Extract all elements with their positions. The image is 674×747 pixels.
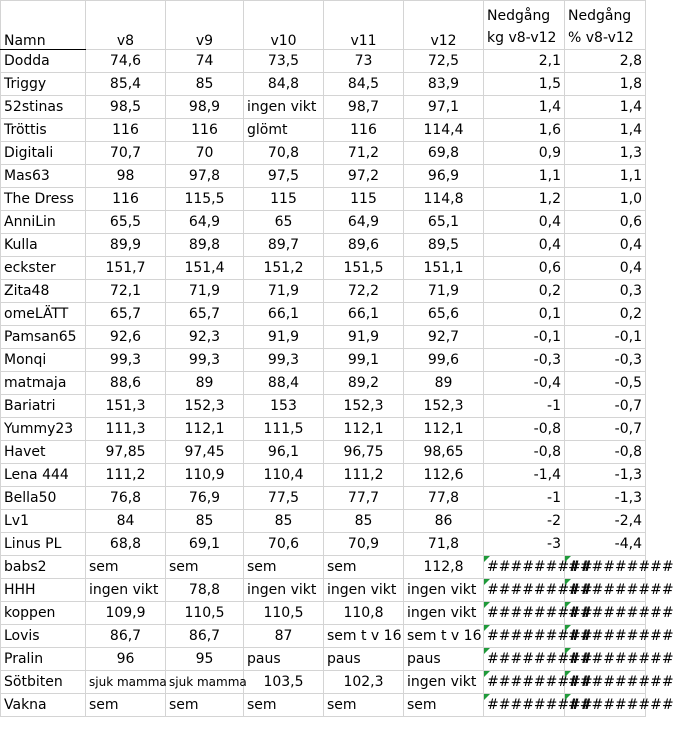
loss-cell[interactable]: ######### bbox=[565, 694, 646, 717]
weight-cell[interactable]: 111,3 bbox=[86, 418, 166, 441]
member-name-cell[interactable]: Triggy bbox=[1, 73, 86, 96]
member-name-cell[interactable]: omeLÄTT bbox=[1, 303, 86, 326]
loss-cell[interactable]: 1,4 bbox=[565, 119, 646, 142]
weight-cell[interactable]: 151,5 bbox=[324, 257, 404, 280]
weight-cell[interactable]: 71,8 bbox=[404, 533, 484, 556]
loss-cell[interactable]: -1,4 bbox=[484, 464, 565, 487]
weight-cell[interactable]: 112,6 bbox=[404, 464, 484, 487]
loss-cell[interactable]: ######### bbox=[484, 579, 565, 602]
member-name-cell[interactable]: matmaja bbox=[1, 372, 86, 395]
loss-cell[interactable]: -2 bbox=[484, 510, 565, 533]
weight-cell[interactable]: 74,6 bbox=[86, 50, 166, 73]
member-name-cell[interactable]: Pralin bbox=[1, 648, 86, 671]
member-name-cell[interactable]: HHH bbox=[1, 579, 86, 602]
weight-cell[interactable]: 69,1 bbox=[166, 533, 244, 556]
weight-cell[interactable]: 96,75 bbox=[324, 441, 404, 464]
weight-cell[interactable]: 102,3 bbox=[324, 671, 404, 694]
loss-cell[interactable]: 1,3 bbox=[565, 142, 646, 165]
member-name-cell[interactable]: 52stinas bbox=[1, 96, 86, 119]
weight-cell[interactable]: 77,7 bbox=[324, 487, 404, 510]
header-kg-line1: Nedgång bbox=[487, 8, 551, 24]
loss-cell[interactable]: ######### bbox=[484, 625, 565, 648]
weight-cell[interactable]: 89,8 bbox=[166, 234, 244, 257]
weight-cell[interactable]: 97,5 bbox=[244, 165, 324, 188]
weight-cell[interactable]: 116 bbox=[166, 119, 244, 142]
weight-cell[interactable]: 65 bbox=[244, 211, 324, 234]
weight-cell[interactable]: 97,45 bbox=[166, 441, 244, 464]
member-name-cell[interactable]: Digitali bbox=[1, 142, 86, 165]
loss-cell[interactable]: ######### bbox=[484, 602, 565, 625]
weight-cell[interactable]: 76,9 bbox=[166, 487, 244, 510]
loss-cell[interactable]: -1 bbox=[484, 487, 565, 510]
weight-cell[interactable]: 110,5 bbox=[166, 602, 244, 625]
table-row bbox=[1, 510, 646, 533]
weight-cell[interactable]: sem bbox=[324, 556, 404, 579]
loss-cell[interactable]: ######### bbox=[565, 602, 646, 625]
loss-cell[interactable]: ######### bbox=[565, 671, 646, 694]
table-row bbox=[1, 257, 646, 280]
weight-cell[interactable]: 73,5 bbox=[244, 50, 324, 73]
table-row bbox=[1, 464, 646, 487]
weight-cell[interactable]: 111,2 bbox=[324, 464, 404, 487]
weight-cell[interactable]: 99,1 bbox=[324, 349, 404, 372]
weight-cell[interactable]: 84,8 bbox=[244, 73, 324, 96]
weight-cell[interactable]: 65,6 bbox=[404, 303, 484, 326]
member-name-cell[interactable]: AnniLin bbox=[1, 211, 86, 234]
weight-cell[interactable]: 98,65 bbox=[404, 441, 484, 464]
weight-cell[interactable]: 97,1 bbox=[404, 96, 484, 119]
weight-cell[interactable]: glömt bbox=[244, 119, 324, 142]
weight-cell[interactable]: 97,85 bbox=[86, 441, 166, 464]
weight-cell[interactable]: 115 bbox=[244, 188, 324, 211]
member-name-cell[interactable]: Lovis bbox=[1, 625, 86, 648]
loss-cell[interactable]: 1,6 bbox=[484, 119, 565, 142]
weight-cell[interactable]: sem t v 16 bbox=[404, 625, 484, 648]
weight-cell[interactable]: 70,8 bbox=[244, 142, 324, 165]
table-row bbox=[1, 395, 646, 418]
weight-cell[interactable]: 65,7 bbox=[86, 303, 166, 326]
weight-cell[interactable]: sem bbox=[166, 556, 244, 579]
loss-cell[interactable]: 0,9 bbox=[484, 142, 565, 165]
weight-cell[interactable]: 77,8 bbox=[404, 487, 484, 510]
table-row bbox=[1, 602, 646, 625]
weight-cell[interactable]: 89,2 bbox=[324, 372, 404, 395]
loss-cell[interactable]: -0,8 bbox=[484, 418, 565, 441]
table-row bbox=[1, 119, 646, 142]
weight-cell[interactable]: 110,8 bbox=[324, 602, 404, 625]
weight-cell[interactable]: 98,9 bbox=[166, 96, 244, 119]
weight-cell[interactable]: 71,9 bbox=[166, 280, 244, 303]
weight-cell[interactable]: 89,7 bbox=[244, 234, 324, 257]
table-row bbox=[1, 211, 646, 234]
loss-cell[interactable]: -0,4 bbox=[484, 372, 565, 395]
weight-cell[interactable]: ingen vikt bbox=[404, 602, 484, 625]
weight-cell[interactable]: 97,8 bbox=[166, 165, 244, 188]
weight-cell[interactable]: paus bbox=[244, 648, 324, 671]
weight-cell[interactable]: sjuk mamma bbox=[86, 671, 166, 694]
weight-cell[interactable]: 110,5 bbox=[244, 602, 324, 625]
weight-cell[interactable]: 115 bbox=[324, 188, 404, 211]
loss-cell[interactable]: ######### bbox=[565, 625, 646, 648]
header-kg-loss[interactable] bbox=[484, 1, 565, 50]
weight-cell[interactable]: 65,5 bbox=[86, 211, 166, 234]
weight-cell[interactable]: 70,6 bbox=[244, 533, 324, 556]
weight-cell[interactable]: 116 bbox=[86, 188, 166, 211]
table-row bbox=[1, 648, 646, 671]
table-row bbox=[1, 303, 646, 326]
member-name-cell[interactable]: Kulla bbox=[1, 234, 86, 257]
member-name-cell[interactable]: Yummy23 bbox=[1, 418, 86, 441]
weight-cell[interactable]: 66,1 bbox=[244, 303, 324, 326]
weight-cell[interactable]: 65,7 bbox=[166, 303, 244, 326]
weight-cell[interactable]: 110,9 bbox=[166, 464, 244, 487]
loss-cell[interactable]: 0,3 bbox=[565, 280, 646, 303]
member-name-cell[interactable]: Havet bbox=[1, 441, 86, 464]
weight-cell[interactable]: 153 bbox=[244, 395, 324, 418]
weight-cell[interactable]: ingen vikt bbox=[324, 579, 404, 602]
table-row bbox=[1, 579, 646, 602]
member-name-cell[interactable]: The Dress bbox=[1, 188, 86, 211]
weight-cell[interactable]: 70,9 bbox=[324, 533, 404, 556]
weight-cell[interactable]: 116 bbox=[324, 119, 404, 142]
table-row bbox=[1, 142, 646, 165]
weight-cell[interactable]: 88,4 bbox=[244, 372, 324, 395]
member-name-cell[interactable]: Sötbiten bbox=[1, 671, 86, 694]
table-row bbox=[1, 326, 646, 349]
weight-cell[interactable]: 99,3 bbox=[244, 349, 324, 372]
weight-cell[interactable]: 86,7 bbox=[86, 625, 166, 648]
loss-cell[interactable]: ######### bbox=[484, 671, 565, 694]
member-name-cell[interactable]: koppen bbox=[1, 602, 86, 625]
weight-cell[interactable]: 151,1 bbox=[404, 257, 484, 280]
loss-cell[interactable]: 0,2 bbox=[484, 280, 565, 303]
loss-cell[interactable]: -0,1 bbox=[565, 326, 646, 349]
weight-cell[interactable]: 151,4 bbox=[166, 257, 244, 280]
loss-cell[interactable]: 1,8 bbox=[565, 73, 646, 96]
weight-cell[interactable]: 84,5 bbox=[324, 73, 404, 96]
weight-cell[interactable]: 70,7 bbox=[86, 142, 166, 165]
weight-cell[interactable]: 114,8 bbox=[404, 188, 484, 211]
weight-cell[interactable]: ingen vikt bbox=[244, 579, 324, 602]
table-row bbox=[1, 165, 646, 188]
weight-cell[interactable]: 98,7 bbox=[324, 96, 404, 119]
header-v11[interactable]: v11 bbox=[324, 1, 404, 50]
member-name-cell[interactable]: Tröttis bbox=[1, 119, 86, 142]
weight-cell[interactable]: 64,9 bbox=[324, 211, 404, 234]
member-name-cell[interactable]: Mas63 bbox=[1, 165, 86, 188]
weight-cell[interactable]: ingen vikt bbox=[86, 579, 166, 602]
weight-cell[interactable]: 69,8 bbox=[404, 142, 484, 165]
member-name-cell[interactable]: eckster bbox=[1, 257, 86, 280]
loss-cell[interactable]: 1,5 bbox=[484, 73, 565, 96]
loss-cell[interactable]: 1,1 bbox=[484, 165, 565, 188]
loss-cell[interactable]: 0,4 bbox=[565, 234, 646, 257]
member-name-cell[interactable]: babs2 bbox=[1, 556, 86, 579]
weight-cell[interactable]: 92,7 bbox=[404, 326, 484, 349]
loss-cell[interactable]: -2,4 bbox=[565, 510, 646, 533]
loss-cell[interactable]: -1 bbox=[484, 395, 565, 418]
weight-cell[interactable]: 78,8 bbox=[166, 579, 244, 602]
weight-cell[interactable]: 97,2 bbox=[324, 165, 404, 188]
weight-cell[interactable]: 92,6 bbox=[86, 326, 166, 349]
loss-cell[interactable]: 0,4 bbox=[565, 257, 646, 280]
loss-cell[interactable]: -0,7 bbox=[565, 418, 646, 441]
table-row bbox=[1, 50, 646, 73]
weight-cell[interactable]: 71,2 bbox=[324, 142, 404, 165]
weight-cell[interactable]: sjuk mamma bbox=[166, 671, 244, 694]
loss-cell[interactable]: -0,3 bbox=[565, 349, 646, 372]
weight-cell[interactable]: sem bbox=[86, 694, 166, 717]
loss-cell[interactable]: 2,8 bbox=[565, 50, 646, 73]
header-pct-loss[interactable] bbox=[565, 1, 646, 50]
loss-cell[interactable]: 0,6 bbox=[565, 211, 646, 234]
weight-cell[interactable]: paus bbox=[324, 648, 404, 671]
table-row bbox=[1, 694, 646, 717]
weight-cell[interactable]: 64,9 bbox=[166, 211, 244, 234]
loss-cell[interactable]: -0,8 bbox=[484, 441, 565, 464]
weight-cell[interactable]: 151,2 bbox=[244, 257, 324, 280]
weight-cell[interactable]: 152,3 bbox=[166, 395, 244, 418]
table-row bbox=[1, 533, 646, 556]
weight-cell[interactable]: 68,8 bbox=[86, 533, 166, 556]
weight-cell[interactable]: sem bbox=[86, 556, 166, 579]
loss-cell[interactable]: -0,7 bbox=[565, 395, 646, 418]
header-v12[interactable]: v12 bbox=[404, 1, 484, 50]
loss-cell[interactable]: 0,6 bbox=[484, 257, 565, 280]
header-kg-line2: kg v8-v12 bbox=[487, 30, 557, 46]
weight-cell[interactable]: sem bbox=[166, 694, 244, 717]
member-name-cell[interactable]: Monqi bbox=[1, 349, 86, 372]
weight-cell[interactable]: 74 bbox=[166, 50, 244, 73]
weight-cell[interactable]: 65,1 bbox=[404, 211, 484, 234]
weight-cell[interactable]: 151,3 bbox=[86, 395, 166, 418]
weight-cell[interactable]: 66,1 bbox=[324, 303, 404, 326]
weight-cell[interactable]: 85 bbox=[166, 510, 244, 533]
table-row bbox=[1, 487, 646, 510]
weight-cell[interactable]: 72,2 bbox=[324, 280, 404, 303]
weight-cell[interactable]: 70 bbox=[166, 142, 244, 165]
weight-cell[interactable]: 115,5 bbox=[166, 188, 244, 211]
weight-cell[interactable]: 76,8 bbox=[86, 487, 166, 510]
weight-cell[interactable]: ingen vikt bbox=[404, 579, 484, 602]
header-v10[interactable]: v10 bbox=[244, 1, 324, 50]
loss-cell[interactable]: 0,4 bbox=[484, 234, 565, 257]
loss-cell[interactable]: -1,3 bbox=[565, 464, 646, 487]
loss-cell[interactable]: ######### bbox=[484, 556, 565, 579]
member-name-cell[interactable]: Zita48 bbox=[1, 280, 86, 303]
loss-cell[interactable]: 2,1 bbox=[484, 50, 565, 73]
weight-cell[interactable]: 91,9 bbox=[324, 326, 404, 349]
table-body bbox=[1, 50, 674, 717]
loss-cell[interactable]: 1,2 bbox=[484, 188, 565, 211]
loss-cell[interactable]: -3 bbox=[484, 533, 565, 556]
member-name-cell[interactable]: Lv1 bbox=[1, 510, 86, 533]
loss-cell[interactable]: ######### bbox=[565, 648, 646, 671]
weight-cell[interactable]: 111,2 bbox=[86, 464, 166, 487]
weight-cell[interactable]: 73 bbox=[324, 50, 404, 73]
weight-cell[interactable]: 109,9 bbox=[86, 602, 166, 625]
weight-cell[interactable]: 112,1 bbox=[166, 418, 244, 441]
loss-cell[interactable]: -0,5 bbox=[565, 372, 646, 395]
weight-cell[interactable]: 111,5 bbox=[244, 418, 324, 441]
table-row bbox=[1, 441, 646, 464]
loss-cell[interactable]: -0,3 bbox=[484, 349, 565, 372]
weight-cell[interactable]: sem bbox=[404, 694, 484, 717]
loss-cell[interactable]: 1,4 bbox=[565, 96, 646, 119]
loss-cell[interactable]: 0,1 bbox=[484, 303, 565, 326]
loss-cell[interactable]: ######### bbox=[484, 648, 565, 671]
loss-cell[interactable]: ######### bbox=[565, 556, 646, 579]
weight-cell[interactable]: 99,3 bbox=[86, 349, 166, 372]
header-name[interactable]: Namn bbox=[1, 1, 86, 50]
weight-cell[interactable]: ingen vikt bbox=[404, 671, 484, 694]
table-row bbox=[1, 349, 646, 372]
weight-cell[interactable]: 89,5 bbox=[404, 234, 484, 257]
loss-cell[interactable]: 1,0 bbox=[565, 188, 646, 211]
weight-cell[interactable]: 88,6 bbox=[86, 372, 166, 395]
weight-cell[interactable]: paus bbox=[404, 648, 484, 671]
weight-cell[interactable]: 85 bbox=[166, 73, 244, 96]
table-row bbox=[1, 188, 646, 211]
weight-cell[interactable]: 84 bbox=[86, 510, 166, 533]
header-row bbox=[1, 1, 646, 50]
weight-cell[interactable]: 152,3 bbox=[404, 395, 484, 418]
member-name-cell[interactable]: Lena 444 bbox=[1, 464, 86, 487]
weight-cell[interactable]: 99,3 bbox=[166, 349, 244, 372]
loss-cell[interactable]: -1,3 bbox=[565, 487, 646, 510]
header-pct-line2: % v8-v12 bbox=[568, 30, 634, 46]
weight-cell[interactable]: 85,4 bbox=[86, 73, 166, 96]
member-name-cell[interactable]: Vakna bbox=[1, 694, 86, 717]
weight-cell[interactable]: 87 bbox=[244, 625, 324, 648]
header-v9[interactable]: v9 bbox=[166, 1, 244, 50]
loss-cell[interactable]: 0,4 bbox=[484, 211, 565, 234]
loss-cell[interactable]: ######### bbox=[484, 694, 565, 717]
loss-cell[interactable]: ######### bbox=[565, 579, 646, 602]
table-row bbox=[1, 372, 646, 395]
header-v8[interactable]: v8 bbox=[86, 1, 166, 50]
loss-cell[interactable]: -4,4 bbox=[565, 533, 646, 556]
weight-cell[interactable]: 112,8 bbox=[404, 556, 484, 579]
loss-cell[interactable]: -0,1 bbox=[484, 326, 565, 349]
weight-cell[interactable]: 72,5 bbox=[404, 50, 484, 73]
loss-cell[interactable]: 1,4 bbox=[484, 96, 565, 119]
weight-cell[interactable]: 85 bbox=[244, 510, 324, 533]
weight-cell[interactable]: 92,3 bbox=[166, 326, 244, 349]
member-name-cell[interactable]: Dodda bbox=[1, 50, 86, 73]
weight-cell[interactable]: 89 bbox=[404, 372, 484, 395]
member-name-cell[interactable]: Pamsan65 bbox=[1, 326, 86, 349]
member-name-cell[interactable]: Bariatri bbox=[1, 395, 86, 418]
weight-cell[interactable]: 151,7 bbox=[86, 257, 166, 280]
weight-cell[interactable]: 96 bbox=[86, 648, 166, 671]
weight-cell[interactable]: 89,6 bbox=[324, 234, 404, 257]
weight-cell[interactable]: 112,1 bbox=[404, 418, 484, 441]
table-row bbox=[1, 556, 646, 579]
weight-cell[interactable]: ingen vikt bbox=[244, 96, 324, 119]
weight-cell[interactable]: sem bbox=[244, 694, 324, 717]
weight-cell[interactable]: 98,5 bbox=[86, 96, 166, 119]
loss-cell[interactable]: 1,1 bbox=[565, 165, 646, 188]
weight-cell[interactable]: 116 bbox=[86, 119, 166, 142]
weight-cell[interactable]: 83,9 bbox=[404, 73, 484, 96]
table-row bbox=[1, 73, 646, 96]
weight-cell[interactable]: 99,6 bbox=[404, 349, 484, 372]
weight-cell[interactable]: 71,9 bbox=[404, 280, 484, 303]
weight-cell[interactable]: 89 bbox=[166, 372, 244, 395]
table-row bbox=[1, 234, 646, 257]
weight-cell[interactable]: 86 bbox=[404, 510, 484, 533]
header-pct-line1: Nedgång bbox=[568, 8, 632, 24]
weight-cell[interactable]: 114,4 bbox=[404, 119, 484, 142]
table-row bbox=[1, 671, 646, 694]
weight-cell[interactable]: sem bbox=[244, 556, 324, 579]
table-row bbox=[1, 280, 646, 303]
member-name-cell[interactable]: Linus PL bbox=[1, 533, 86, 556]
weight-cell[interactable]: 96,9 bbox=[404, 165, 484, 188]
weight-cell[interactable]: 71,9 bbox=[244, 280, 324, 303]
weight-cell[interactable]: sem t v 16 bbox=[324, 625, 404, 648]
weight-cell[interactable]: 89,9 bbox=[86, 234, 166, 257]
loss-cell[interactable]: -0,8 bbox=[565, 441, 646, 464]
weight-cell[interactable]: 77,5 bbox=[244, 487, 324, 510]
weight-cell[interactable]: 103,5 bbox=[244, 671, 324, 694]
weight-cell[interactable]: 152,3 bbox=[324, 395, 404, 418]
weight-cell[interactable]: 110,4 bbox=[244, 464, 324, 487]
weight-cell[interactable]: sem bbox=[324, 694, 404, 717]
table-row bbox=[1, 625, 646, 648]
loss-cell[interactable]: 0,2 bbox=[565, 303, 646, 326]
weight-cell[interactable]: 91,9 bbox=[244, 326, 324, 349]
weight-cell[interactable]: 95 bbox=[166, 648, 244, 671]
weight-cell[interactable]: 96,1 bbox=[244, 441, 324, 464]
weight-cell[interactable]: 72,1 bbox=[86, 280, 166, 303]
weight-cell[interactable]: 85 bbox=[324, 510, 404, 533]
weight-cell[interactable]: 112,1 bbox=[324, 418, 404, 441]
table-row bbox=[1, 418, 646, 441]
member-name-cell[interactable]: Bella50 bbox=[1, 487, 86, 510]
table-row bbox=[1, 96, 646, 119]
weight-cell[interactable]: 86,7 bbox=[166, 625, 244, 648]
weight-cell[interactable]: 98 bbox=[86, 165, 166, 188]
